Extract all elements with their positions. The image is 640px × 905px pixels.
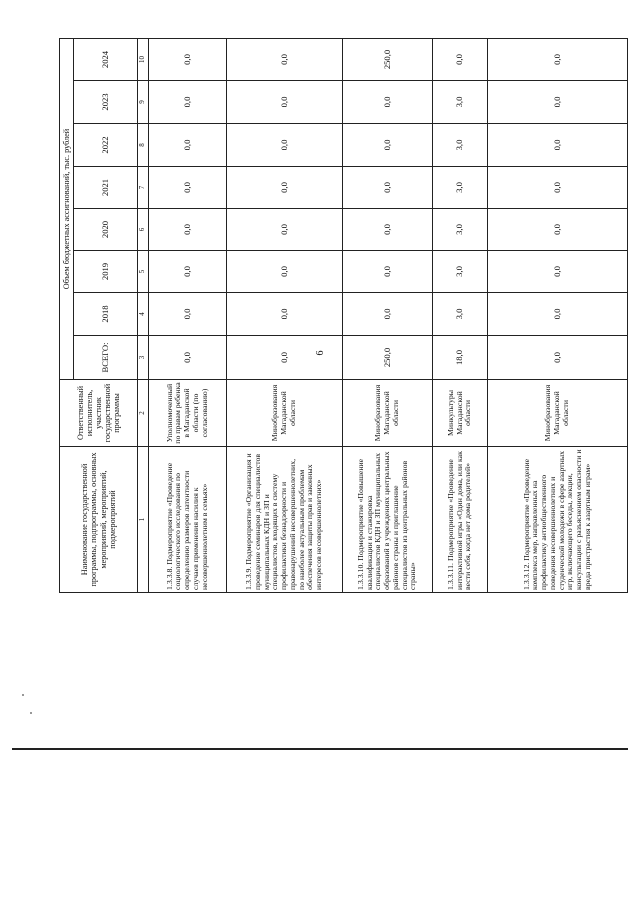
header-year: 2018 xyxy=(74,293,138,336)
column-index: 5 xyxy=(138,251,149,293)
column-index: 6 xyxy=(138,209,149,251)
column-index: 7 xyxy=(138,167,149,209)
row-name: 1.3.3.8. Подмероприятие «Проведение социологического исследования по определению размеров латентности случаев применения насилия к несовершеннолетним в семьях» xyxy=(149,447,227,593)
cell-value: 0,0 xyxy=(227,209,343,251)
cell-value: 3,0 xyxy=(433,251,488,293)
cell-value: 3,0 xyxy=(433,209,488,251)
row-name: 1.3.3.11. Подмероприятие «Проведение интерактивной игры «Один дома, или как вести себя, когда нет дома родителей» xyxy=(433,447,488,593)
cell-value: 3,0 xyxy=(433,124,488,167)
column-index: 10 xyxy=(138,39,149,81)
cell-value: 0,0 xyxy=(343,124,433,167)
cell-value: 0,0 xyxy=(227,39,343,81)
column-index: 2 xyxy=(138,380,149,447)
cell-total: 250,0 xyxy=(343,336,433,380)
scan-speck xyxy=(22,694,24,696)
cell-value: 0,0 xyxy=(149,293,227,336)
cell-value: 0,0 xyxy=(149,209,227,251)
table-row xyxy=(343,39,433,593)
cell-total: 0,0 xyxy=(149,336,227,380)
row-name: 1.3.3.12. Подмероприятие «Проведение комплекса мер, направленных на профилактику антиобщественного поведения несовершеннолетних и студенческой молодежи в сфере азартных игр, включающего беседы, лекции, консультации с разъяснением опасности и вреда пристрастия к азартным играм» xyxy=(488,447,628,593)
column-index: 1 xyxy=(138,447,149,593)
row-executor: Уполномоченный по правам ребенка в Магаданской области (по согласованию) xyxy=(149,380,227,447)
column-index: 3 xyxy=(138,336,149,380)
row-executor: Минобразования Магаданской области xyxy=(227,380,343,447)
cell-value: 0,0 xyxy=(488,209,628,251)
cell-value: 3,0 xyxy=(433,293,488,336)
column-index: 4 xyxy=(138,293,149,336)
cell-value: 0,0 xyxy=(488,39,628,81)
header-total: ВСЕГО: xyxy=(74,336,138,380)
cell-value: 0,0 xyxy=(433,39,488,81)
header-name: Наименование государственной программы, подпрограммы, основных мероприятий, мероприятий, подмероприятий xyxy=(60,447,138,593)
row-executor: Минобразования Магаданской области xyxy=(488,380,628,447)
cell-value: 0,0 xyxy=(227,251,343,293)
cell-value: 0,0 xyxy=(227,293,343,336)
header-row-group xyxy=(60,39,74,593)
row-name: 1.3.3.10. Подмероприятие «Повышение квалификации и стажировка специалистов КДН и ЗП муниципальных образований в учреждениях центральных районов страны и приглашение специалистов из центральных районов страны» xyxy=(343,447,433,593)
header-year: 2019 xyxy=(74,251,138,293)
cell-value: 0,0 xyxy=(488,124,628,167)
cell-total: 18,0 xyxy=(433,336,488,380)
cell-value: 0,0 xyxy=(149,124,227,167)
cell-value: 0,0 xyxy=(343,81,433,124)
header-executor: Ответственный исполнитель, участник государственной программы xyxy=(60,380,138,447)
table-row xyxy=(488,39,628,593)
header-year: 2020 xyxy=(74,209,138,251)
header-year: 2021 xyxy=(74,167,138,209)
column-index: 9 xyxy=(138,81,149,124)
cell-value: 0,0 xyxy=(488,81,628,124)
row-executor: Минобразования Магаданской области xyxy=(343,380,433,447)
row-name: 1.3.3.9. Подмероприятие «Организация и проведение семинаров для специалистов муниципальных КДН и ЗП и специалистов, входящих в систему профилактики безнадзорности и правонарушений несовершеннолетних, по наиболее актуальным проблемам обеспечения защиты прав и законных интересов несовершеннолетних» xyxy=(227,447,343,593)
cell-value: 3,0 xyxy=(433,167,488,209)
header-year: 2022 xyxy=(74,124,138,167)
cell-value: 0,0 xyxy=(149,39,227,81)
cell-value: 0,0 xyxy=(488,293,628,336)
header-budget-group: Объем бюджетных ассигнований, тыс. рублей xyxy=(60,39,74,380)
cell-value: 0,0 xyxy=(227,124,343,167)
cell-value: 0,0 xyxy=(149,251,227,293)
table-row xyxy=(433,39,488,593)
cell-value: 0,0 xyxy=(343,209,433,251)
table-row xyxy=(149,39,227,593)
column-index-row xyxy=(138,39,149,593)
column-index: 8 xyxy=(138,124,149,167)
row-executor: Минкультуры Магаданской области xyxy=(433,380,488,447)
table-row xyxy=(227,39,343,593)
budget-table xyxy=(59,38,628,593)
cell-value: 0,0 xyxy=(227,81,343,124)
cell-value: 0,0 xyxy=(343,251,433,293)
cell-value: 0,0 xyxy=(149,167,227,209)
page-bottom-rule xyxy=(12,748,628,750)
cell-value: 0,0 xyxy=(488,251,628,293)
cell-value: 0,0 xyxy=(227,167,343,209)
page-number: 6 xyxy=(315,350,326,356)
cell-total: 0,0 xyxy=(227,336,343,380)
header-year: 2024 xyxy=(74,39,138,81)
cell-value: 3,0 xyxy=(433,81,488,124)
cell-total: 0,0 xyxy=(488,336,628,380)
cell-value: 0,0 xyxy=(343,293,433,336)
cell-value: 0,0 xyxy=(343,167,433,209)
scan-speck xyxy=(30,712,32,714)
cell-value: 0,0 xyxy=(149,81,227,124)
cell-value: 250,0 xyxy=(343,39,433,81)
header-year: 2023 xyxy=(74,81,138,124)
cell-value: 0,0 xyxy=(488,167,628,209)
